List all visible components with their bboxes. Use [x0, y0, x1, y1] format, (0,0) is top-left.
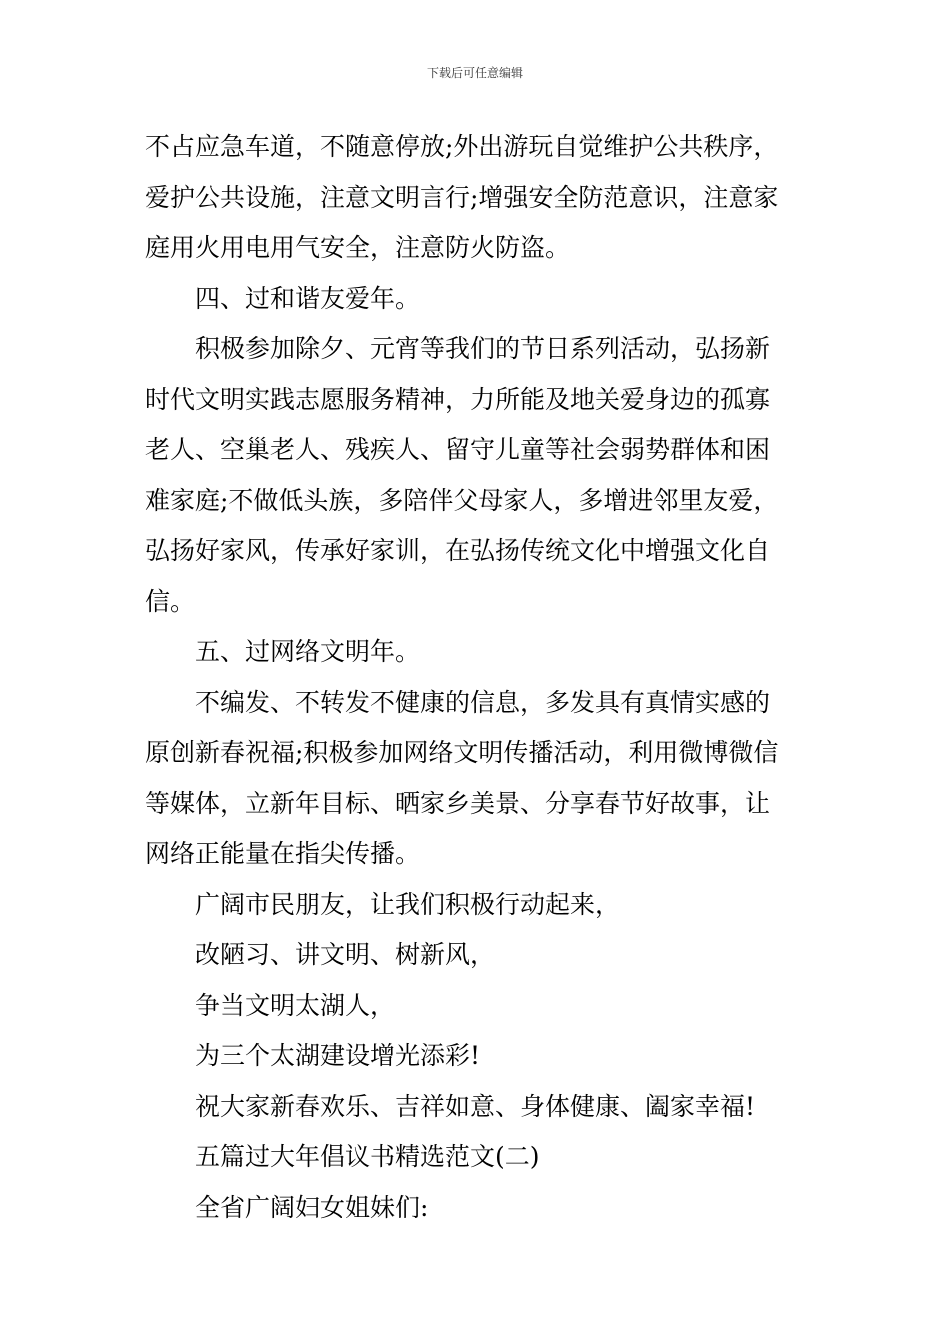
text-line: 弘扬好家风，传承好家训，在弘扬传统文化中增强文化自: [145, 536, 771, 565]
closing-line-1: 广阔市民朋友，让我们积极行动起来，: [195, 889, 621, 919]
text-line: 庭用火用电用气安全，注意防火防盗。: [145, 233, 571, 262]
text-line: 不编发、不转发不健康的信息，多发具有真情实感的: [195, 687, 771, 717]
document-body: [145, 122, 809, 1233]
section-heading-4: 四、过和谐友爱年。: [195, 283, 421, 313]
page-header: 下载后可任意编辑: [426, 66, 523, 80]
article-title: 五篇过大年倡议书精选范文(二): [195, 1142, 540, 1171]
paragraph-harmony: [145, 324, 809, 627]
text-line: 等媒体，立新年目标、晒家乡美景、分享春节好故事，让: [145, 788, 771, 818]
text-line: 信。: [145, 586, 196, 616]
text-line: 原创新春祝福;积极参加网络文明传播活动，利用微博微信: [145, 738, 779, 767]
text-line: 不占应急车道，不随意停放;外出游玩自觉维护公共秩序，: [145, 132, 779, 161]
text-line: 难家庭;不做低头族，多陪伴父母家人，多增进邻里友爱，: [145, 485, 779, 515]
text-line: 时代文明实践志愿服务精神，力所能及地关爱身边的孤寡: [145, 384, 771, 414]
closing-wishes: 祝大家新春欢乐、吉祥如意、身体健康、阖家幸福!: [195, 1091, 756, 1121]
section-heading-5: 五、过网络文明年。: [195, 637, 421, 666]
paragraph-network: [145, 678, 809, 880]
text-line: 老人、空巢老人、残疾人、留守儿童等社会弱势群体和困: [145, 435, 771, 464]
text-line: 积极参加除夕、元宵等我们的节日系列活动，弘扬新: [195, 334, 771, 363]
closing-line-2: 改陋习、讲文明、树新风，: [195, 940, 496, 969]
text-line: 爱护公共设施，注意文明言行;增强安全防范意识，注意家: [145, 182, 779, 212]
closing-line-3: 争当文明太湖人，: [195, 990, 396, 1020]
text-line: 网络正能量在指尖传播。: [145, 839, 421, 868]
salutation: 全省广阔妇女姐妹们:: [195, 1192, 429, 1222]
paragraph-continuation: [145, 122, 809, 274]
closing-line-4: 为三个太湖建设增光添彩!: [195, 1041, 481, 1070]
